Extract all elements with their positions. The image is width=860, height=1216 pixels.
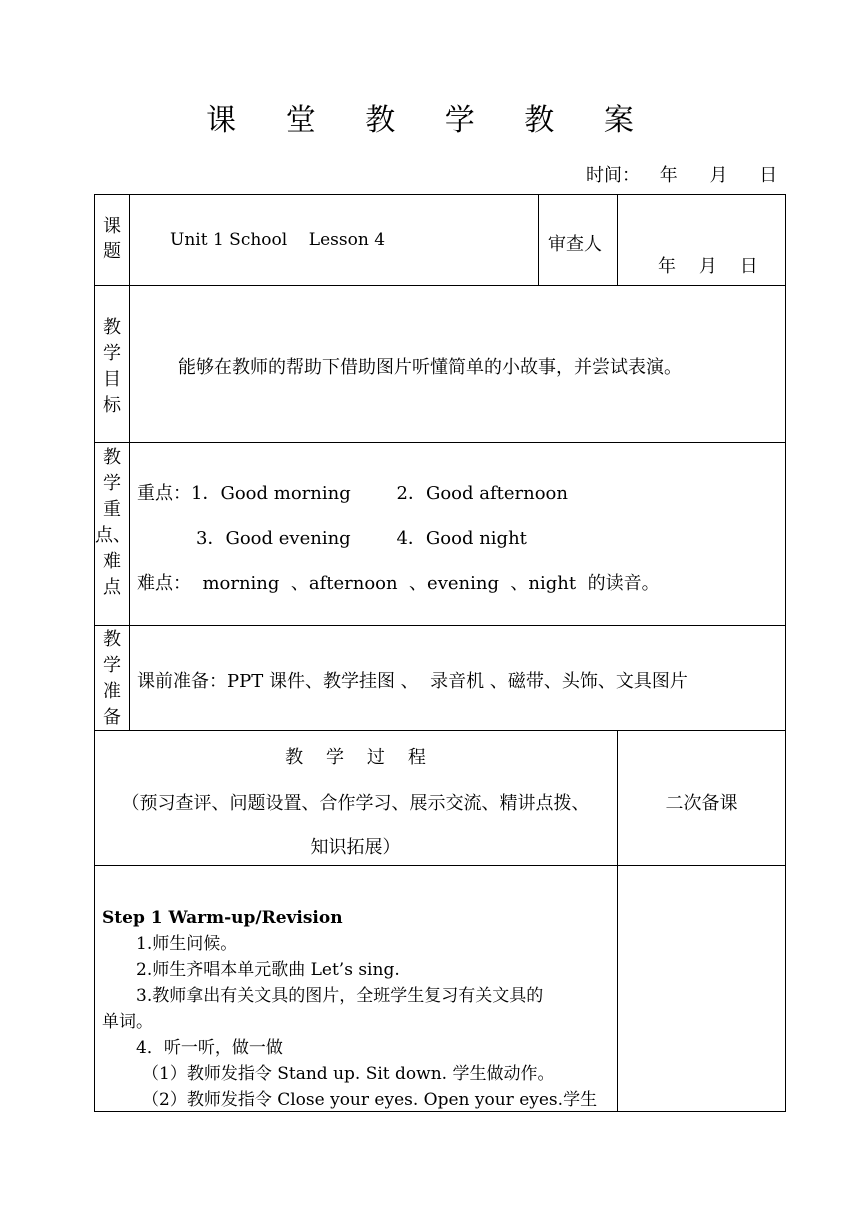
row-divider: [94, 730, 786, 731]
col-divider: [617, 194, 618, 285]
prep-value: 课前准备：PPT 课件、教学挂图 、 录音机 、磁带、头饰、文具图片: [137, 671, 688, 692]
goal-label: 教学目标: [103, 317, 121, 416]
date-month: 月: [709, 165, 728, 186]
reviewer-date: 年 月 日: [658, 256, 758, 277]
date-day: 日: [759, 165, 778, 186]
page-title: 课 堂 教 学 教 案: [206, 103, 654, 138]
date-year: 年: [659, 165, 678, 186]
row-divider: [94, 865, 786, 866]
second-prep-label: 二次备课: [665, 793, 738, 814]
row-divider: [94, 625, 786, 626]
col-divider: [129, 194, 130, 730]
key-line-3: 难点： morning 、afternoon 、evening 、night 的读音。: [137, 573, 660, 594]
step-item: 3.教师拿出有关文具的图片，全班学生复习有关文具的: [136, 986, 544, 1006]
step-item: （2）教师发指令 Close your eyes. Open your eyes.学生: [142, 1090, 598, 1110]
topic-label: 课题: [103, 216, 121, 262]
row-divider: [94, 442, 786, 443]
date-line: [586, 161, 777, 187]
step-item: 单词。: [102, 1012, 153, 1032]
key-label: 教学重点、难点: [95, 447, 131, 598]
process-subtitle-1: （预习查评、问题设置、合作学习、展示交流、精讲点拨、: [121, 793, 590, 814]
step-item: 4．听一听，做一做: [136, 1038, 283, 1058]
key-line-2: 3．Good evening 4．Good night: [196, 528, 527, 549]
date-label: 时间：: [586, 165, 640, 186]
process-title: 教 学 过 程: [285, 747, 426, 768]
key-line-1: 重点：1．Good morning 2．Good afternoon: [137, 483, 568, 504]
prep-label: 教学准备: [103, 629, 121, 728]
goal-value: 能够在教师的帮助下借助图片听懂简单的小故事，并尝试表演。: [178, 357, 682, 378]
process-body: [102, 905, 612, 1113]
step-item: 2.师生齐唱本单元歌曲 Let’s sing.: [136, 960, 400, 980]
topic-value: Unit 1 School Lesson 4: [170, 230, 386, 250]
step-title: Step 1 Warm-up/Revision: [102, 908, 343, 928]
step-item: 1.师生问候。: [136, 934, 238, 954]
reviewer-label: 审查人: [548, 234, 602, 255]
row-divider: [94, 285, 786, 286]
step-item: （1）教师发指令 Stand up. Sit down. 学生做动作。: [142, 1064, 555, 1084]
col-divider: [538, 194, 539, 285]
col-divider: [617, 730, 618, 1112]
process-subtitle-2: 知识拓展）: [310, 837, 401, 858]
